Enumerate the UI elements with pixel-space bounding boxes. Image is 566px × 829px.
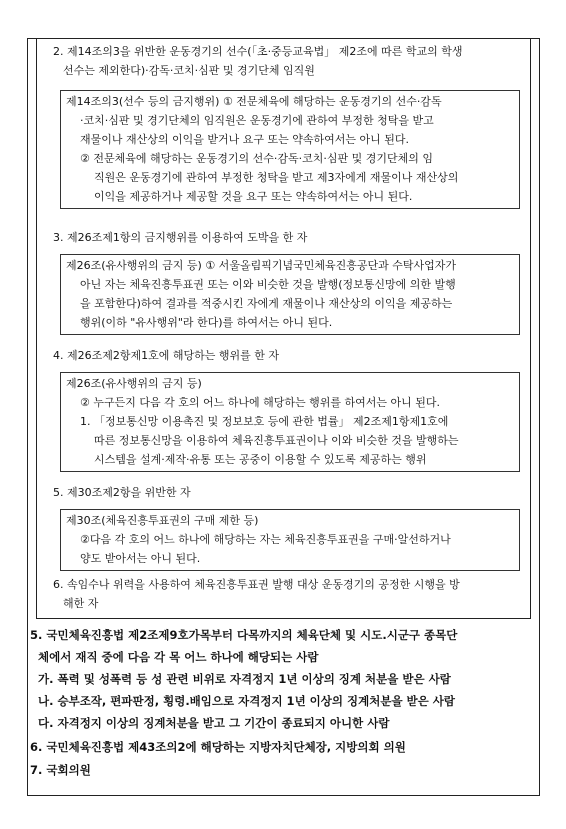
box-4-line-1: 제30조(체육진흥투표권의 구매 제한 등) bbox=[66, 514, 259, 527]
box-1-line-2: ·코치·심판 및 경기단체의 임직원은 운동경기에 관하여 부정한 청탁을 받고 bbox=[80, 114, 434, 127]
law-box-14-3 bbox=[60, 90, 520, 209]
box-2-line-4: 행위(이하 "유사행위"라 한다)를 하여서는 아니 된다. bbox=[80, 316, 333, 329]
item-6-line-2: 해한 자 bbox=[63, 597, 99, 610]
main-5-line-2: 체에서 재직 중에 다음 각 목 어느 하나에 해당되는 사람 bbox=[38, 650, 319, 664]
box-3-line-4: 따른 정보통신망을 이용하여 체육진흥투표권이나 이와 비슷한 것을 발행하는 bbox=[94, 434, 459, 447]
main-5-line-1: 5. 국민체육진흥법 제2조제9호가목부터 다목까지의 체육단체 및 시도.시군구 종목단 bbox=[30, 628, 458, 642]
box-2-line-1: 제26조(유사행위의 금지 등) ① 서울올림픽기념국민체육진흥공단과 수탁사업자가 bbox=[66, 259, 456, 272]
box-1-line-5: 직원은 운동경기에 관하여 부정한 청탁을 받고 제3자에게 재물이나 재산상의 bbox=[94, 171, 459, 184]
box-1-line-1: 제14조의3(선수 등의 금지행위) ① 전문체육에 해당하는 운동경기의 선수·감독 bbox=[66, 95, 442, 108]
main-5-line-3: 가. 폭력 및 성폭력 등 성 관련 비위로 자격정지 1년 이상의 징계 처분을 받은 사람 bbox=[38, 672, 451, 686]
box-1-line-3: 재물이나 재산상의 이익을 받거나 요구 또는 약속하여서는 아니 된다. bbox=[80, 133, 409, 146]
box-2-line-3: 을 포함한다)하여 결과를 적중시킨 자에게 재물이나 재산상의 이익을 제공하는 bbox=[80, 297, 453, 310]
main-item-6 bbox=[30, 738, 540, 756]
item-5-line-1: 5. 제30조제2항을 위반한 자 bbox=[53, 486, 191, 499]
box-3-line-5: 시스템을 설계·제작·유통 또는 공중이 이용할 수 있도록 제공하는 행위 bbox=[94, 453, 427, 466]
main-item-5 bbox=[30, 626, 540, 732]
item-3-line-1: 3. 제26조제1항의 금지행위를 이용하여 도박을 한 자 bbox=[53, 231, 308, 244]
law-box-26-2 bbox=[60, 372, 520, 472]
box-1-line-4: ② 전문체육에 해당하는 운동경기의 선수·감독·코치·심판 및 경기단체의 임 bbox=[80, 152, 433, 165]
law-box-26-1 bbox=[60, 254, 520, 335]
main-item-7 bbox=[30, 761, 540, 779]
box-3-line-3: 1. 「정보통신망 이용촉진 및 정보보호 등에 관한 법률」 제2조제1항제1호에 bbox=[80, 415, 449, 428]
box-3-line-2: ② 누구든지 다음 각 호의 어느 하나에 해당하는 행위를 하여서는 아니 된다. bbox=[80, 396, 440, 409]
box-3-line-1: 제26조(유사행위의 금지 등) bbox=[66, 377, 202, 390]
main-5-line-5: 다. 자격정지 이상의 징계처분을 받고 그 기간이 종료되지 아니한 사람 bbox=[38, 716, 390, 730]
inner-frame bbox=[36, 38, 531, 619]
list-item-2 bbox=[53, 42, 523, 80]
box-2-line-2: 아닌 자는 체육진흥투표권 또는 이와 비슷한 것을 발행(정보통신망에 의한 발행 bbox=[80, 278, 456, 291]
main-5-line-4: 나. 승부조작, 편파판정, 횡령.배임으로 자격정지 1년 이상의 징계처분을 받은 사람 bbox=[38, 694, 455, 708]
list-item-5 bbox=[53, 483, 523, 502]
box-4-line-3: 양도 받아서는 아니 된다. bbox=[80, 552, 201, 565]
list-item-6 bbox=[53, 575, 523, 613]
item-6-line-1: 6. 속임수나 위력을 사용하여 체육진흥투표권 발행 대상 운동경기의 공정한 시행을 방 bbox=[53, 578, 460, 591]
law-box-30-2 bbox=[60, 509, 520, 571]
box-4-line-2: ②다음 각 호의 어느 하나에 해당하는 자는 체육진흥투표권을 구매·알선하거나 bbox=[80, 533, 451, 546]
item-2-line-2: 선수는 제외한다)·감독·코치·심판 및 경기단체 임직원 bbox=[63, 64, 315, 77]
main-7-line-1: 7. 국회의원 bbox=[30, 763, 91, 777]
list-item-3 bbox=[53, 228, 523, 247]
box-1-line-6: 이익을 제공하거나 제공할 것을 요구 또는 약속하여서는 아니 된다. bbox=[94, 190, 413, 203]
main-6-line-1: 6. 국민체육진흥법 제43조의2에 해당하는 지방자치단체장, 지방의회 의원 bbox=[30, 740, 406, 754]
item-4-line-1: 4. 제26조제2항제1호에 해당하는 행위를 한 자 bbox=[53, 349, 279, 362]
item-2-line-1: 2. 제14조의3을 위반한 운동경기의 선수(「초·중등교육법」 제2조에 따른 학교의 학생 bbox=[53, 45, 463, 58]
list-item-4 bbox=[53, 346, 523, 365]
